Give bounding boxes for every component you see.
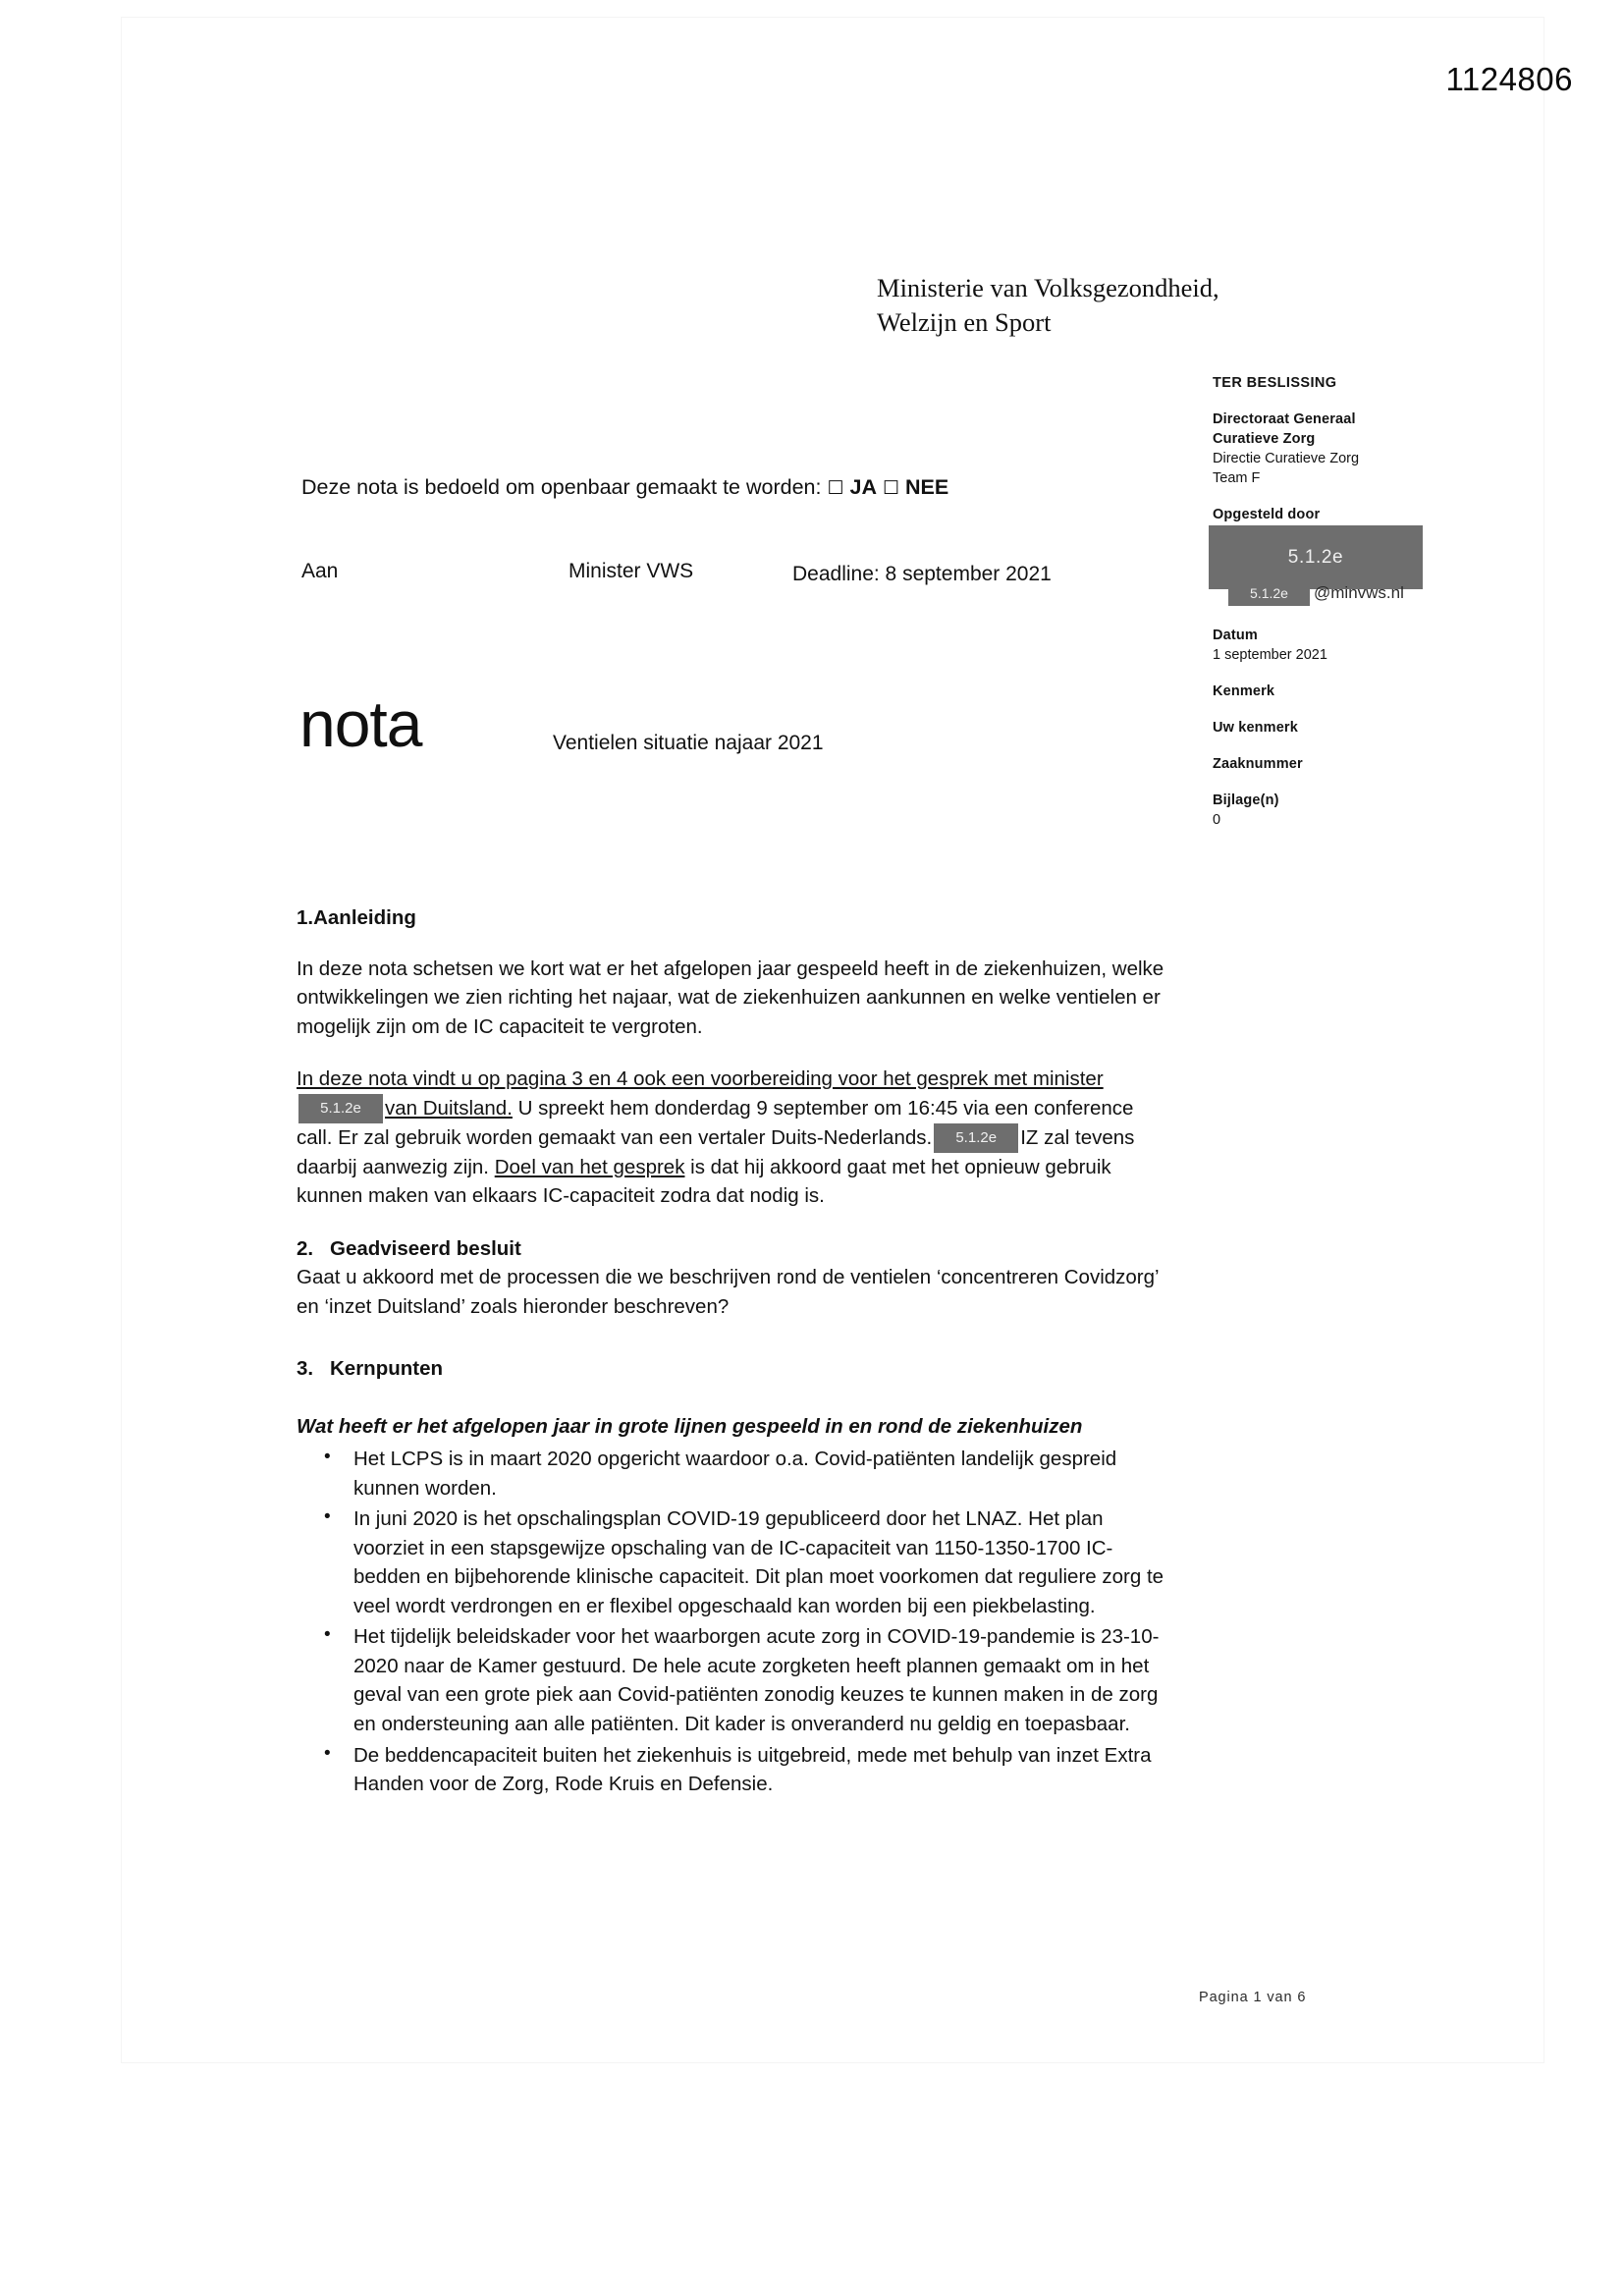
datum-value: 1 september 2021	[1213, 647, 1327, 663]
kenmerk-block	[1213, 682, 1438, 701]
document-body	[297, 903, 1170, 1801]
section-2-paragraph: Gaat u akkoord met de processen die we beschrijven rond de ventielen ‘concentreren Covidzorg’ en ‘inzet Duitsland’ zoals hieronder beschreven?	[297, 1266, 1159, 1318]
uw-kenmerk-label: Uw kenmerk	[1213, 720, 1298, 736]
list-item: • De beddencapaciteit buiten het ziekenhuis is uitgebreid, mede met behulp van inzet Extra Handen voor de Zorg, Rode Kruis en Defensie.	[352, 1741, 1170, 1799]
uw-kenmerk-block	[1213, 718, 1438, 738]
section-2-title: Geadviseerd besluit	[330, 1236, 521, 1260]
redaction-box-author: 5.1.2e	[1209, 525, 1423, 589]
ministry-logo-line2: Welzijn en Sport	[877, 306, 1052, 337]
openbaar-question-row	[301, 475, 948, 500]
directorate-line1: Directoraat Generaal	[1213, 411, 1356, 427]
s1-p2-text-c: U spreekt hem donderdag 9 september om 16:45 via een conference call. Er zal gebruik worden gemaakt van een vertaler Duits-Nederlands.	[297, 1096, 1134, 1149]
datum-label: Datum	[1213, 628, 1258, 643]
ministry-logo-line1: Ministerie van Volksgezondheid,	[877, 273, 1219, 302]
directorate-line2: Curatieve Zorg	[1213, 431, 1316, 447]
redaction-box-inline-1: 5.1.2e	[298, 1094, 383, 1123]
aan-label: Aan	[301, 560, 339, 582]
section-spacer	[297, 1321, 1170, 1354]
metadata-sidebar	[1213, 373, 1438, 847]
opgesteld-door-block	[1213, 505, 1438, 524]
s1-p2-underlined-b: van Duitsland.	[385, 1096, 513, 1120]
list-item: • Het tijdelijk beleidskader voor het waarborgen acute zorg in COVID-19-pandemie is 23-10-2020 naar de Kamer gestuurd. De hele acute zorgketen heeft plannen gemaakt om in het geval van een grote piek aan Covid-patiënten zonodig keuzes te kunnen maken in de zorg en ondersteuning aan alle patiënten. Dit kader is onveranderd nu geldig en toepasbaar.	[352, 1622, 1170, 1738]
checkbox-nee[interactable]: ☐	[882, 478, 900, 499]
datum-block	[1213, 626, 1438, 665]
redaction-box-email: 5.1.2e	[1228, 580, 1310, 606]
section-1-paragraph-2	[297, 1065, 1170, 1211]
aan-value: Minister VWS	[568, 560, 694, 582]
nota-wordmark: nota	[299, 687, 422, 760]
directorate-block	[1213, 410, 1438, 488]
s1-p2-underlined-a: In deze nota vindt u op pagina 3 en 4 ook een voorbereiding voor het gesprek met minister	[297, 1067, 1104, 1091]
ministry-logo	[877, 271, 1328, 340]
section-1-heading: 1.Aanleiding	[297, 906, 416, 929]
bijlagen-value: 0	[1213, 812, 1221, 828]
openbaar-question-label: Deze nota is bedoeld om openbaar gemaakt te worden:	[301, 475, 822, 499]
s1-p2-text-d: IZ zal tevens daarbij aanwezig zijn.	[297, 1125, 1135, 1178]
document-number: 1124806	[1445, 61, 1573, 97]
section-2-number: 2.	[297, 1236, 314, 1260]
bijlagen-label: Bijlage(n)	[1213, 793, 1279, 808]
section-3-number: 3.	[297, 1357, 314, 1381]
s1-p2-underlined-e: Doel van het gesprek	[494, 1155, 685, 1178]
section-3-heading	[297, 1354, 1170, 1384]
zaaknummer-block	[1213, 754, 1438, 774]
document-subject: Ventielen situatie najaar 2021	[553, 732, 824, 754]
opgesteld-door-label: Opgesteld door	[1213, 507, 1321, 522]
list-item: • Het LCPS is in maart 2020 opgericht waardoor o.a. Covid-patiënten landelijk gespreid kunnen worden.	[352, 1445, 1170, 1503]
section-2-heading	[297, 1234, 1170, 1264]
redaction-box-inline-2: 5.1.2e	[934, 1123, 1018, 1153]
page-footer: Pagina 1 van 6	[1199, 1990, 1307, 2005]
zaaknummer-label: Zaaknummer	[1213, 756, 1303, 772]
s1-p2-text-f: is dat hij akkoord gaat met het opnieuw gebruik kunnen maken van elkaars IC-capaciteit zodra dat nodig is.	[297, 1155, 1111, 1208]
nee-label: NEE	[905, 475, 949, 499]
email-domain: @minvws.nl	[1314, 583, 1404, 602]
directie-value: Directie Curatieve Zorg	[1213, 451, 1360, 466]
classification-label: TER BESLISSING	[1213, 375, 1337, 391]
checkbox-ja[interactable]: ☐	[827, 478, 844, 499]
classification-block	[1213, 373, 1438, 393]
deadline-value: Deadline: 8 september 2021	[792, 563, 1052, 585]
ja-label: JA	[849, 475, 877, 499]
section-3-subheading: Wat heeft er het afgelopen jaar in grote lijnen gespeeld in en rond de ziekenhuizen	[297, 1414, 1083, 1438]
list-item: • In juni 2020 is het opschalingsplan COVID-19 gepubliceerd door het LNAZ. Het plan voorziet in een stapsgewijze opschaling van de IC-capaciteit van 1150-1350-1700 IC-bedden en bijbehorende klinische capaciteit. Dit plan moet voorkomen dat reguliere zorg te veel wordt verdrongen en er flexibel opgeschaald kan worden bij een piekbelasting.	[352, 1504, 1170, 1620]
bijlagen-block	[1213, 791, 1438, 830]
section-1-paragraph-1: In deze nota schetsen we kort wat er het afgelopen jaar gespeeld heeft in de ziekenhuizen, welke ontwikkelingen we zien richting het najaar, wat de ziekenhuizen aankunnen en welke ventielen er mogelijk zijn om de IC capaciteit te vergroten.	[297, 957, 1164, 1038]
section-3-bullet-list	[297, 1445, 1170, 1798]
kenmerk-label: Kenmerk	[1213, 683, 1275, 699]
section-3-title: Kernpunten	[330, 1357, 444, 1381]
team-value: Team F	[1213, 470, 1261, 486]
